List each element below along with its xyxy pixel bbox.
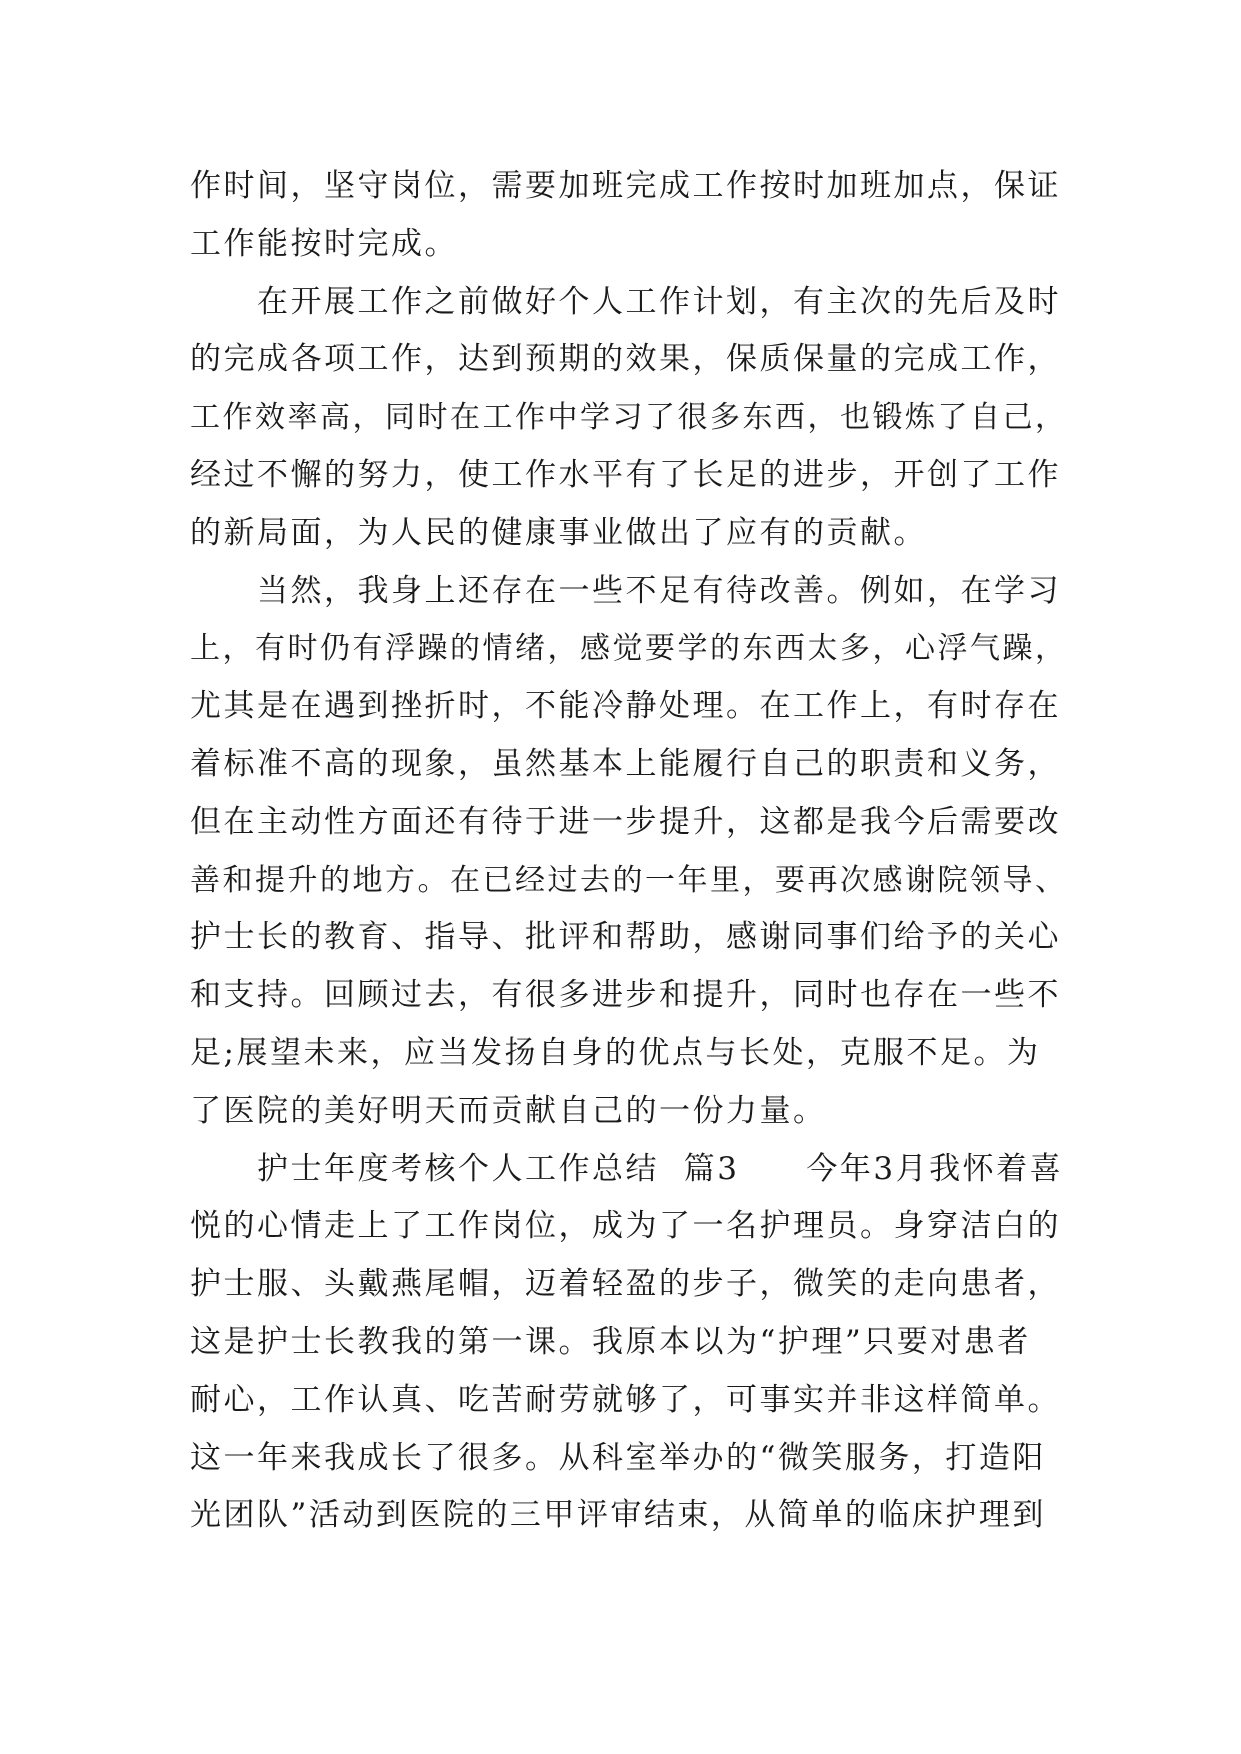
text-line: 和支持。回顾过去，有很多进步和提升，同时也存在一些不 [190,977,1061,1014]
text-line: 的新局面，为人民的健康事业做出了应有的贡献。 [190,514,927,551]
text-line: 护士服、头戴燕尾帽，迈着轻盈的步子，微笑的走向患者， [190,1266,1061,1303]
text-line: 善和提升的地方。在已经过去的一年里，要再次感谢院领导、 [190,862,1068,898]
text-line: 足;展望未来，应当发扬自身的优点与长处，克服不足。为 [190,1034,1041,1071]
text-line: 尤其是在遇到挫折时，不能冷静处理。在工作上，有时存在 [190,688,1061,725]
section-heading-line: 护士年度考核个人工作总结 篇3 今年3月我怀着喜 [257,1150,1064,1187]
paragraph-start-line: 当然，我身上还存在一些不足有待改善。例如，在学习 [257,572,1061,609]
text-line: 但在主动性方面还有待于进一步提升，这都是我今后需要改 [190,803,1061,840]
body-text [190,158,1070,1545]
text-line: 的完成各项工作，达到预期的效果，保质保量的完成工作， [190,341,1061,378]
text-line: 了医院的美好明天而贡献自己的一份力量。 [190,1092,827,1129]
text-line: 悦的心情走上了工作岗位，成为了一名护理员。身穿洁白的 [190,1208,1061,1245]
text-line: 作时间，坚守岗位，需要加班完成工作按时加班加点，保证 [190,168,1061,204]
paragraph-start-line: 在开展工作之前做好个人工作计划，有主次的先后及时 [257,283,1061,320]
text-line: 着标准不高的现象，虽然基本上能履行自己的职责和义务， [190,745,1061,782]
text-line: 经过不懈的努力，使工作水平有了长足的进步，开创了工作 [190,456,1061,493]
text-line: 这一年来我成长了很多。从科室举办的“微笑服务，打造阳 [190,1439,1046,1476]
text-line: 工作能按时完成。 [190,225,458,262]
text-line: 护士长的教育、指导、批评和帮助，感谢同事们给予的关心 [190,919,1061,956]
text-line: 上，有时仍有浮躁的情绪，感觉要学的东西太多，心浮气躁， [190,631,1068,667]
text-line: 光团队”活动到医院的三甲评审结束，从简单的临床护理到 [190,1497,1046,1534]
text-line: 工作效率高，同时在工作中学习了很多东西，也锻炼了自己， [190,400,1068,436]
text-line: 耐心，工作认真、吃苦耐劳就够了，可事实并非这样简单。 [190,1381,1061,1418]
text-line: 这是护士长教我的第一课。我原本以为“护理”只要对患者 [190,1323,1031,1360]
